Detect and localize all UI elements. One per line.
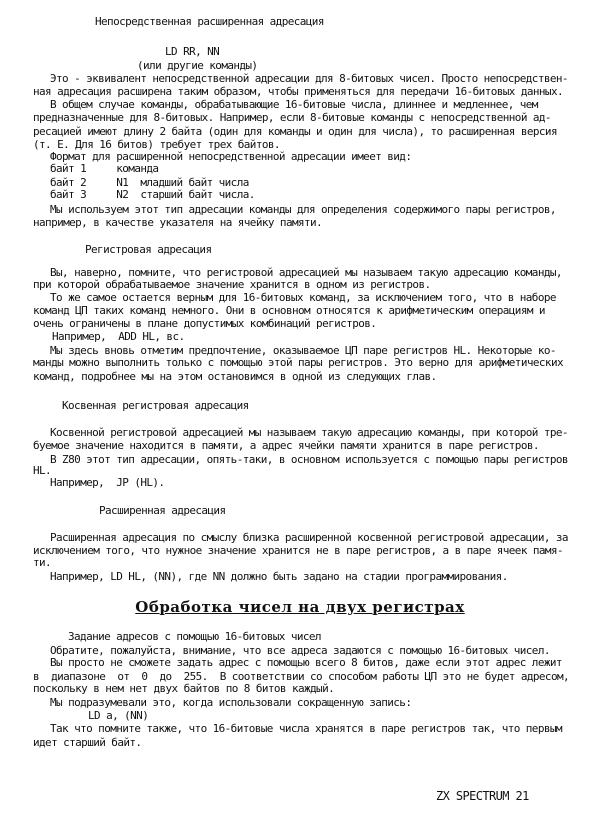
text-line: буемое значение находится в памяти, а адрес ячейки памяти хранится в паре регистров. <box>33 439 539 452</box>
text-line: В общем случае команды, обрабатывающие 16-битовые числа, длиннее и медленнее, чем <box>50 98 538 111</box>
text-line: Мы здесь вновь отметим предпочтение, оказываемое ЦП паре регистров HL. Некоторые ко- <box>50 344 556 357</box>
format-row: байт 2 N1 младший байт числа <box>50 176 249 189</box>
text-line: исключением того, что нужное значение хранится не в паре регистров, а в паре ячеек памя- <box>33 544 563 557</box>
text-line: Так что помните также, что 16-битовые числа хранятся в паре регистров так, что первым <box>50 722 562 735</box>
command-syntax: LD a, (NN) <box>88 709 149 722</box>
command-note: (или другие команды) <box>137 59 258 72</box>
text-line: манды можно выполнить только с помощью этой пары регистров. Это верно для арифметических <box>33 356 563 369</box>
page-footer: ZX SPECTRUM 21 <box>436 789 529 803</box>
text-line: например, в качестве указателя на ячейку памяти. <box>33 216 323 229</box>
text-line: В Z80 этот тип адресации, опять-таки, в основном используется с помощью пары регистров <box>50 453 568 466</box>
text-line: Например, JP (HL). <box>50 476 165 489</box>
text-line: Например, ADD HL, вс. <box>52 330 185 343</box>
text-line: очень ограничены в плане допустимых комбинаций регистров. <box>33 317 377 330</box>
text-line: при которой обрабатываемое значение хранится в одном из регистров. <box>33 278 431 291</box>
format-row: байт 1 команда <box>50 162 159 175</box>
text-line: Мы подразумевали это, когда использовали сокращенную запись: <box>50 696 412 709</box>
format-row: байт 3 N2 старший байт числа. <box>50 188 255 201</box>
section-title: Регистровая адресация <box>85 243 212 256</box>
text-line: Например, LD HL, (NN), где NN должно быть задано на стадии программирования. <box>50 570 508 583</box>
text-line: ресацией имеют длину 2 байта (один для команды и один для числа), то расширенная версия <box>33 125 557 138</box>
text-line: ти. <box>33 556 52 569</box>
text-line: HL. <box>33 464 52 477</box>
text-line: в диапазоне от 0 до 255. В соответствии со способом работы ЦП это не будет адресом, <box>33 670 570 683</box>
text-line: Вы просто не сможете задать адрес с помощью всего 8 битов, даже если этот адрес лежит <box>50 656 562 669</box>
text-line: Формат для расширенной непосредственной адресации имеет вид: <box>50 150 412 163</box>
text-line: Обратите, пожалуйста, внимание, что все адреса задаются с помощью 16-битовых чисел. <box>50 644 550 657</box>
text-line: поскольку в нем нет двух байтов по 8 битов каждый. <box>33 682 335 695</box>
text-line: Это - эквивалент непосредственной адресации для 8-битовых чисел. Просто непосредствен- <box>50 72 568 85</box>
section-title: Непосредственная расширенная адресация <box>95 15 324 28</box>
text-line: команд ЦП таких команд немного. Они в основном относятся к арифметическим операциям и <box>33 304 545 317</box>
subsection-title: Задание адресов с помощью 16-битовых чисел <box>68 630 321 643</box>
command-syntax: LD RR, NN <box>165 45 220 58</box>
chapter-heading: Обработка чисел на двух регистрах <box>135 598 465 616</box>
text-line: предназначенные для 8-битовых. Например, если 8-битовые команды с непосредственной ад- <box>33 111 551 124</box>
text-line: ная адресация расширена таким образом, чтобы применяться для передачи 16-битовых данных. <box>33 85 563 98</box>
text-line: Мы используем этот тип адресации команды для определения содержимого пары регистров, <box>50 203 556 216</box>
text-line: Косвенной регистровой адресацией мы называем такую адресацию команды, при которой тре- <box>50 426 568 439</box>
section-title: Расширенная адресация <box>99 504 226 517</box>
text-line: Расширенная адресация по смыслу близка расширенной косвенной регистровой адресации, за <box>50 531 568 544</box>
section-title: Косвенная регистровая адресация <box>62 399 249 412</box>
text-line: Вы, наверно, помните, что регистровой адресацией мы называем такую адресацию команды, <box>50 266 562 279</box>
text-line: идет старший байт. <box>33 736 142 749</box>
text-line: (т. Е. Для 16 битов) требует трех байтов. <box>33 138 280 151</box>
text-line: команд, подробнее мы на этом остановимся в одной из следующих глав. <box>33 370 437 383</box>
text-line: То же самое остается верным для 16-битовых команд, за исключением того, что в наборе <box>50 291 556 304</box>
